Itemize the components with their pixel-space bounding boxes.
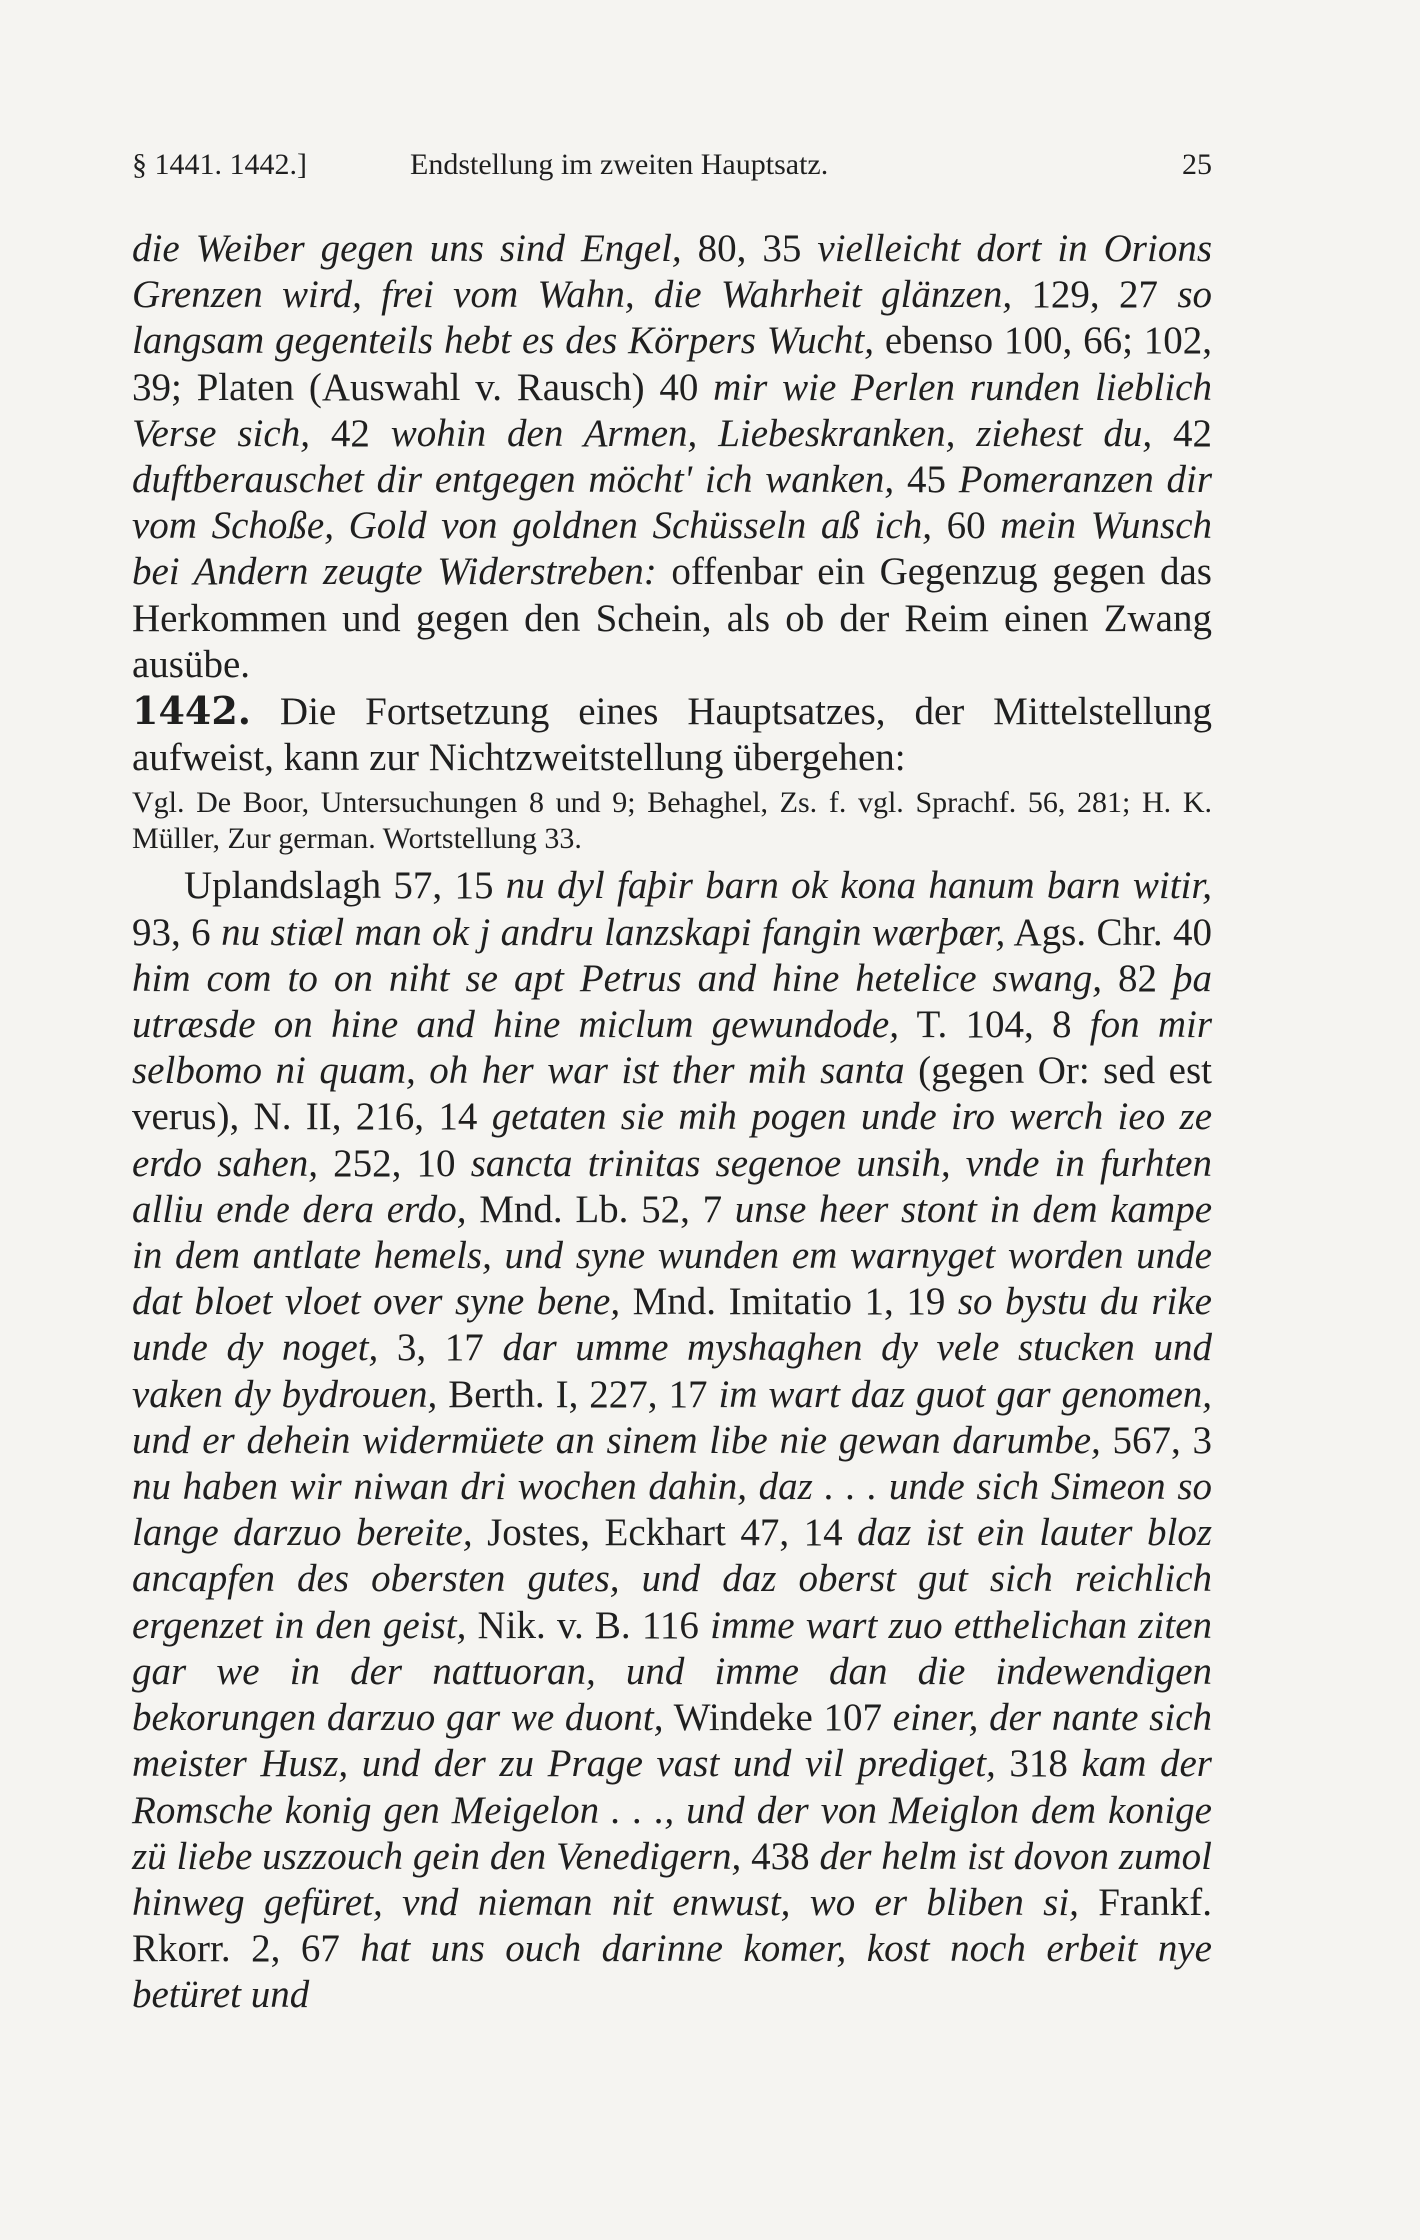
example-quote: duftberauschet dir entgegen möcht' ich wanken,: [132, 458, 895, 502]
reference-text: Nik. v. B. 116: [466, 1603, 711, 1647]
running-title: Endstellung im zweiten Hauptsatz.: [410, 148, 829, 181]
example-quote: hat uns ouch darinne komer, kost noch erbeit nye betüret und: [132, 1927, 1212, 2017]
example-quote: einer, der nante sich meister Husz, und der zu Prage vast und vil prediget,: [132, 1696, 1213, 1786]
example-quote: vielleicht dort in Orions Grenzen wird, frei vom Wahn, die Wahrheit glänzen,: [132, 227, 1213, 317]
reference-text: 129, 27: [1012, 273, 1178, 317]
example-quote: der helm ist dovon zumol hinweg gefüret, vnd nieman nit enwust, wo er bliben si,: [132, 1834, 1213, 1924]
example-quote: imme wart zuo etthelichan ziten gar we in der nattuoran, und imme dan die indewendigen bekorungen darzuo gar we duont,: [132, 1603, 1213, 1740]
example-quote: wohin den Armen, Liebeskranken, ziehest du,: [390, 411, 1153, 455]
page-number: 25: [1182, 148, 1212, 181]
reference-text: 42: [309, 411, 391, 455]
example-quote: daz ist ein lauter bloz ancapfen des obersten gutes, und daz oberst gut sich reichlich ergenzet in den geist,: [132, 1511, 1212, 1647]
example-quote: im wart daz guot gar genomen, und er dehein widermüete an sinem libe nie gewan darumbe,: [132, 1372, 1213, 1462]
paragraph-1441-continuation: [132, 226, 1212, 688]
reference-text: Windeke 107: [663, 1696, 893, 1740]
reference-text: Jostes, Eckhart 47, 14: [472, 1511, 858, 1555]
example-quote: fon mir selbomo ni quam, oh her war ist ther mih santa: [132, 1003, 1212, 1093]
reference-text: Mnd. Imitatio 1, 19: [620, 1280, 958, 1324]
reference-text: 93, 6: [132, 910, 222, 954]
reference-text: 3, 17: [378, 1326, 503, 1370]
reference-text: 438: [741, 1834, 820, 1878]
example-quote: nu dyl faþir barn ok kona hanum barn witir,: [505, 864, 1212, 908]
example-quote: unse heer stont in dem kampe in dem antlate hemels, und syne wunden em warnyget worden unde dat bloet vloet over syne bene,: [132, 1187, 1213, 1324]
reference-text: 567, 3: [1100, 1418, 1213, 1462]
body-text: [132, 226, 1212, 2019]
example-quote: nu haben wir niwan dri wochen dahin, daz . . . unde sich Simeon so lange darzuo bereite,: [132, 1465, 1212, 1555]
reference-text: T. 104, 8: [899, 1003, 1090, 1047]
example-quote: dar umme myshaghen dy vele stucken und vaken dy bydrouen,: [132, 1326, 1213, 1416]
reference-text: offenbar ein Gegenzug gegen das Herkommen und gegen den Schein, als ob der Reim einen Zwang ausübe.: [132, 550, 1212, 686]
example-quote: nu stiæl man ok j andru lanzskapi fangin wærþær,: [221, 910, 1006, 954]
reference-text: ebenso 100, 66; 102, 39; Platen (Auswahl v. Rausch) 40: [132, 319, 1212, 409]
example-quote: so langsam gegenteils hebt es des Körpers Wucht,: [132, 273, 1212, 363]
reference-text: 252, 10: [317, 1141, 471, 1185]
section-number-1442: 1442.: [132, 688, 251, 734]
example-quote: kam der Romsche konig gen Meigelon . . ., und der von Meiglon dem konige zü liebe uszzouch gein den Venedigern,: [132, 1742, 1212, 1878]
reference-text: (gegen Or: sed est verus), N. II, 216, 14: [132, 1049, 1212, 1139]
reference-text: 318: [995, 1742, 1082, 1786]
example-quote: mein Wunsch bei Andern zeugte Widerstreben:: [132, 504, 1213, 594]
reference-text: Mnd. Lb. 52, 7: [466, 1187, 735, 1231]
section-reference: § 1441. 1442.]: [132, 148, 307, 181]
example-quote: so bystu du rike unde dy noget,: [132, 1280, 1212, 1370]
reference-text: Uplandslagh 57, 15: [184, 864, 506, 908]
reference-text: 82: [1102, 956, 1174, 1000]
running-header: [132, 148, 1212, 192]
paragraph-1442: [132, 688, 1212, 781]
section-1442-text: Die Fortsetzung eines Hauptsatzes, der Mittelstellung aufweist, kann zur Nichtzweitstellung übergehen:: [132, 690, 1212, 780]
reference-text: Ags. Chr. 40: [1005, 910, 1213, 954]
reference-text: 60: [931, 504, 1001, 548]
reference-text: Frankf. Rkorr. 2, 67: [132, 1880, 1212, 1971]
reference-text: Berth. I, 227, 17: [437, 1372, 719, 1416]
example-quote: him com to on niht se apt Petrus and hine hetelice swang,: [132, 956, 1102, 1000]
example-quote: Pomeranzen dir vom Schoße, Gold von goldnen Schüsseln aß ich,: [132, 458, 1213, 548]
reference-text: 42: [1152, 411, 1213, 455]
example-quote: þa utræsde on hine and hine miclum gewundode,: [132, 956, 1213, 1047]
example-quote: getaten sie mih pogen unde iro werch ieo ze erdo sahen,: [132, 1095, 1213, 1185]
reference-text: 45: [894, 458, 959, 502]
example-quote: mir wie Perlen runden lieblich Verse sich,: [132, 365, 1212, 455]
paragraph-examples: [132, 863, 1212, 2018]
reference-text: 80, 35: [681, 227, 818, 270]
citation-note: Vgl. De Boor, Untersuchungen 8 und 9; Behaghel, Zs. f. vgl. Sprachf. 56, 281; H. K. Müller, Zur german. Wortstellung 33.: [132, 786, 1212, 856]
example-quote: die Weiber gegen uns sind Engel,: [132, 227, 682, 270]
example-quote: sancta trinitas segenoe unsih, vnde in furhten alliu ende dera erdo,: [132, 1141, 1212, 1231]
